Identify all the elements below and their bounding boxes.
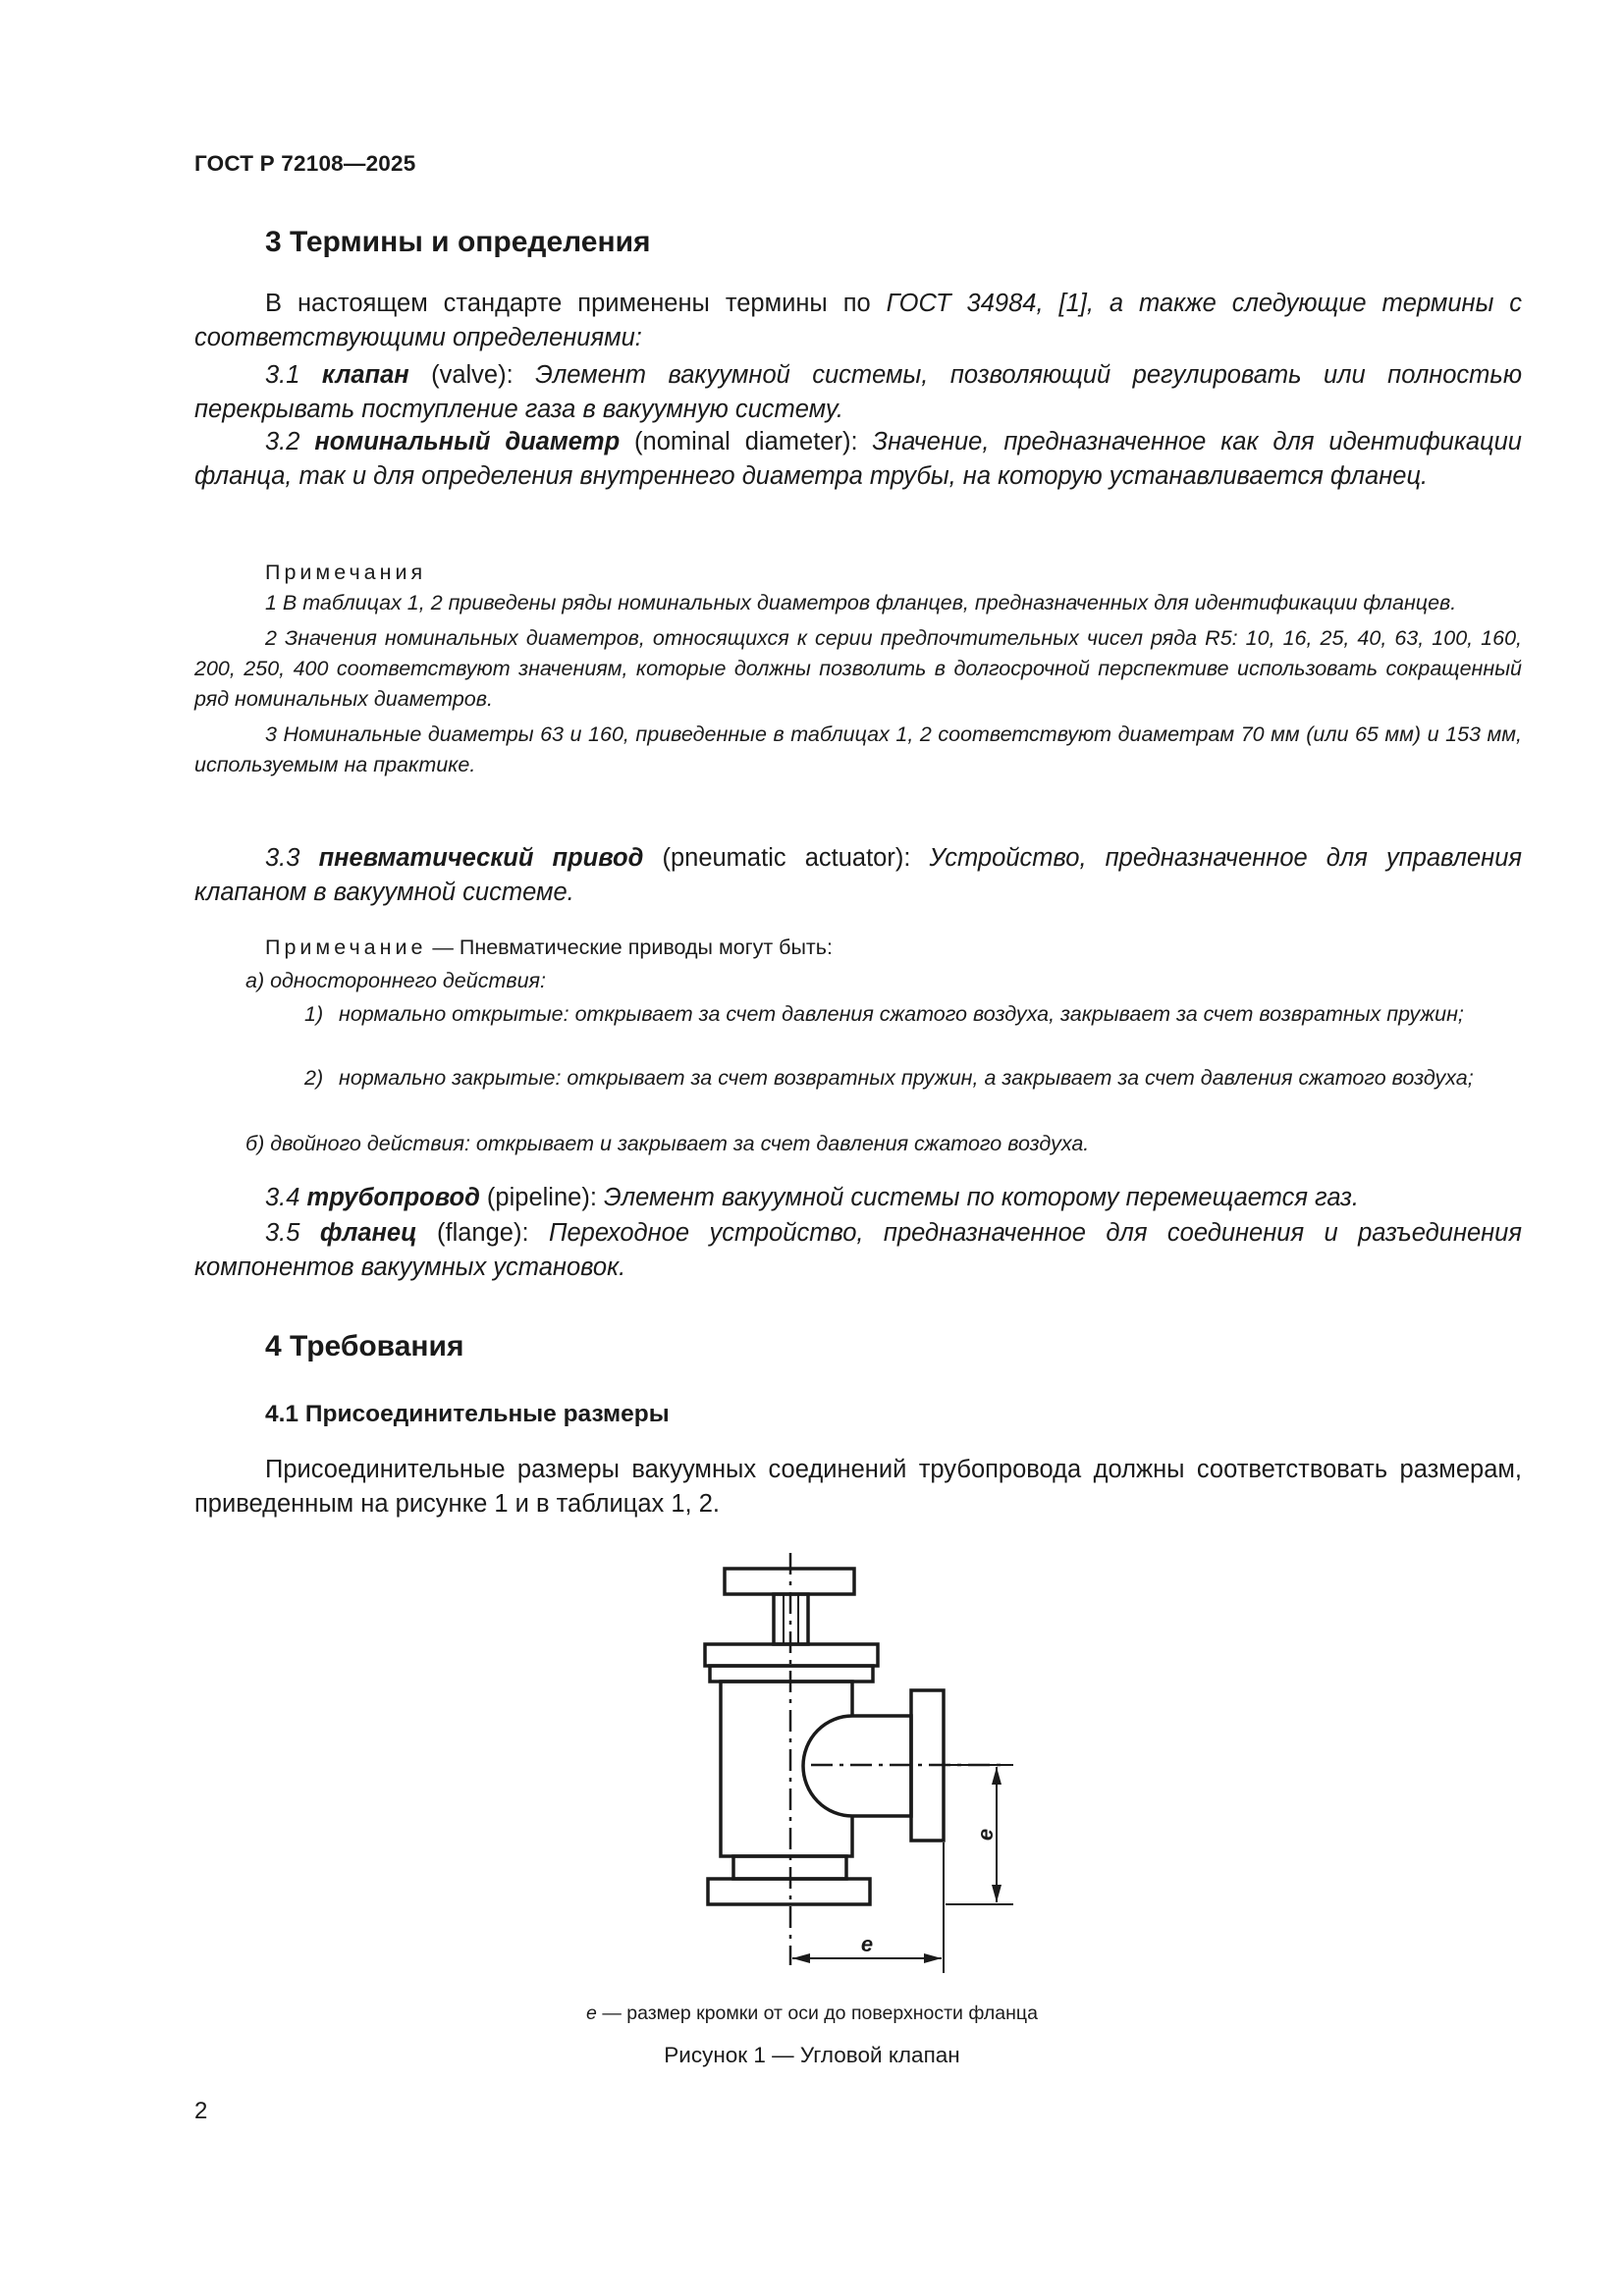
term-english: (nominal diameter): — [620, 428, 873, 455]
angle-valve-figure — [687, 1549, 1041, 1981]
term-number: 3.2 — [265, 428, 315, 455]
term-english: (flange): — [416, 1219, 549, 1247]
list-item-a: а) одностороннего действия: — [245, 969, 547, 992]
intro-italic-text: ГОСТ 34984, [1], а также следующие термины с соответствующими определениями: — [194, 290, 1523, 351]
list-item-a2: нормально закрытые: открывает за счет возвратных пружин, а закрывает за счет давления сжатого воздуха; — [339, 1066, 1474, 1090]
term-english: (valve): — [408, 361, 536, 389]
notes-title: Примечания — [265, 561, 427, 584]
term-english: (pneumatic actuator): — [643, 844, 930, 872]
figure-caption: Рисунок 1 — Угловой клапан — [664, 2043, 960, 2067]
term-name: пневматический привод — [318, 844, 644, 872]
term-number: 3.4 — [265, 1184, 307, 1211]
term-definition: Переходное устройство, предназначенное для соединения и разъединения компонентов вакуумных установок. — [194, 1219, 1522, 1281]
term-3-5 — [194, 1216, 1522, 1285]
dimension-label-horizontal: e — [860, 1932, 874, 1956]
notes-3-2 — [194, 558, 1522, 780]
note-3: 3 Номинальные диаметры 63 и 160, приведенные в таблицах 1, 2 соответствуют диаметрам 70 мм (или 65 мм) и 153 мм, используемым на практике. — [194, 722, 1522, 776]
legend-variable: e — [586, 2002, 597, 2024]
term-name: трубопровод — [306, 1184, 480, 1211]
term-3-2 — [194, 425, 1522, 494]
term-name: клапан — [321, 361, 409, 389]
term-definition: Элемент вакуумной системы, позволяющий регулировать или полностью перекрывать поступление газа в вакуумную систему. — [194, 361, 1522, 423]
list-item-a1: нормально открытые: открывает за счет давления сжатого воздуха, закрывает за счет возвратных пружин; — [339, 1002, 1464, 1026]
section-3-heading: 3 Термины и определения — [265, 226, 651, 258]
term-name: номинальный диаметр — [314, 428, 621, 455]
term-number: 3.3 — [265, 844, 319, 872]
term-definition: Значение, предназначенное как для идентификации фланца, так и для определения внутреннего диаметра трубы, на которую устанавливается фланец. — [194, 428, 1522, 490]
page-number: 2 — [194, 2098, 208, 2124]
intro-text: В настоящем стандарте применены термины по — [265, 290, 887, 317]
term-definition: Элемент вакуумной системы по которому перемещается газ. — [604, 1184, 1359, 1211]
term-number: 3.1 — [265, 361, 322, 389]
figure-legend — [0, 2002, 1624, 2025]
arrowhead — [792, 1953, 810, 1963]
section-4-1-paragraph — [194, 1453, 1522, 1522]
document-id-header: ГОСТ Р 72108—2025 — [194, 151, 416, 176]
legend-text: — размер кромки от оси до поверхности фланца — [596, 2002, 1038, 2024]
term-number: 3.5 — [265, 1219, 320, 1247]
term-name: фланец — [319, 1219, 417, 1247]
note-label: Примечание — [265, 935, 427, 959]
term-definition: Устройство, предназначенное для управления клапаном в вакуумной системе. — [194, 844, 1522, 906]
term-3-1 — [194, 358, 1522, 427]
subsection-4-1-heading: 4.1 Присоединительные размеры — [265, 1401, 670, 1427]
section-3-intro — [194, 287, 1522, 355]
dimension-label-vertical: e — [973, 1828, 998, 1842]
arrowhead — [992, 1885, 1001, 1902]
note-1: 1 В таблицах 1, 2 приведены ряды номинальных диаметров фланцев, предназначенных для идентификации фланцев. — [265, 591, 1457, 614]
section-4-heading: 4 Требования — [265, 1330, 464, 1362]
note-3-3-intro — [265, 933, 1522, 963]
arrowhead — [924, 1953, 942, 1963]
term-english: (pipeline): — [479, 1184, 604, 1211]
arrowhead — [992, 1767, 1001, 1785]
term-3-3 — [194, 841, 1522, 910]
list-item-a1-number: 1) — [304, 1002, 324, 1026]
bottom-flange — [708, 1879, 870, 1904]
list-item-a2-number: 2) — [304, 1066, 324, 1090]
term-3-4 — [194, 1181, 1522, 1215]
note-text: — Пневматические приводы могут быть: — [426, 935, 833, 959]
list-item-b: б) двойного действия: открывает и закрывает за счет давления сжатого воздуха. — [245, 1132, 1090, 1155]
note-2: 2 Значения номинальных диаметров, относящихся к серии предпочтительных чисел ряда R5: 10, 16, 25, 40, 63, 100, 160, 200, 250, 400 соответствуют значениям, которые должны позволить в долгосрочной перспективе использовать сокращенный ряд номинальных диаметров. — [194, 626, 1522, 711]
paragraph-text: Присоединительные размеры вакуумных соединений трубопровода должны соответствовать размерам, приведенным на рисунке 1 и в таблицах 1, 2. — [194, 1456, 1522, 1518]
